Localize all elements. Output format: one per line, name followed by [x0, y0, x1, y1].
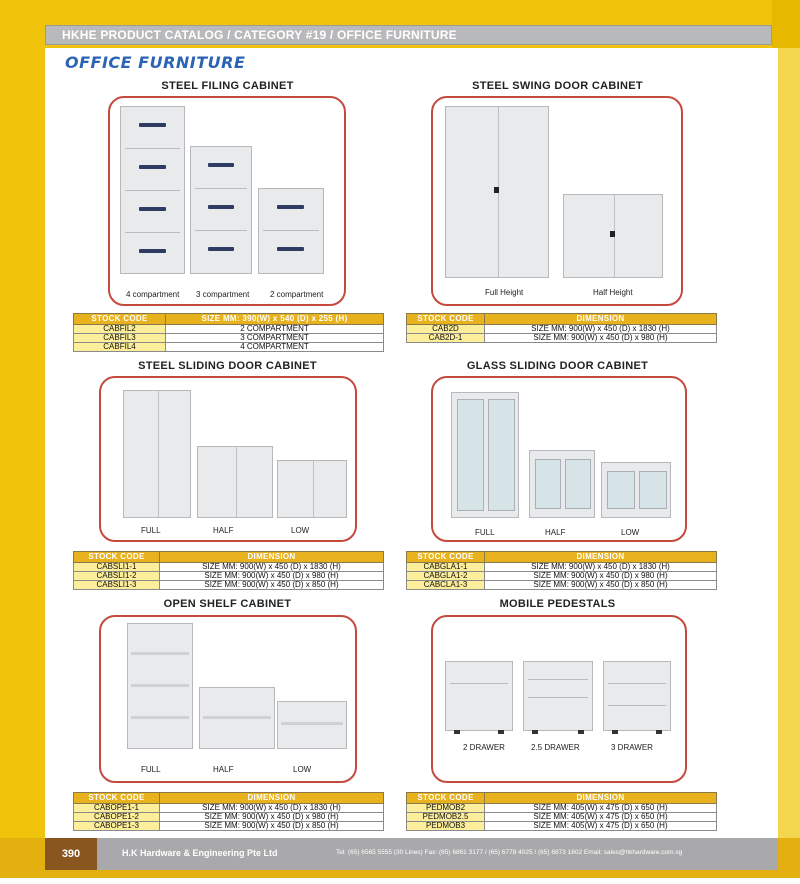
- stock-code: CABSLI1-1: [74, 563, 160, 572]
- dimension: SIZE MM: 900(W) x 450 (D) x 980 (H): [485, 572, 717, 581]
- catalog-header-title: HKHE PRODUCT CATALOG / CATEGORY #19 / OFFICE FURNITURE: [62, 28, 457, 42]
- table-row: [74, 822, 384, 831]
- pedestal-2-drawer: [445, 661, 513, 731]
- dimension: SIZE MM: 900(W) x 450 (D) x 980 (H): [160, 813, 384, 822]
- table-header: DIMENSION: [485, 314, 717, 325]
- section-title-steel-filing-cabinet: STEEL FILING CABINET: [161, 80, 294, 92]
- table-header: STOCK CODE: [407, 552, 485, 563]
- dimension: SIZE MM: 900(W) x 450 (D) x 980 (H): [485, 334, 717, 343]
- caption-half: HALF: [545, 528, 566, 537]
- glass-cabinet-half: [529, 450, 595, 518]
- table-header: DIMENSION: [160, 552, 384, 563]
- steel-filing-cabinet-image: [108, 96, 346, 306]
- filing-cabinet-2-compartment: [258, 188, 324, 274]
- dimension: SIZE MM: 900(W) x 450 (D) x 1830 (H): [485, 325, 717, 334]
- stock-code: CABFIL4: [74, 343, 166, 352]
- stock-code: CABCLA1-3: [407, 581, 485, 590]
- footer-company-name: H.K Hardware & Engineering Pte Ltd: [122, 848, 278, 858]
- sliding-door-cabinet-full: [123, 390, 191, 518]
- caption-half: HALF: [213, 765, 234, 774]
- stock-code: PEDMOB2.5: [407, 813, 485, 822]
- caption-3-drawer: 3 DRAWER: [611, 743, 653, 752]
- dimension: SIZE MM: 405(W) x 475 (D) x 650 (H): [485, 813, 717, 822]
- caption-full: FULL: [141, 526, 161, 535]
- dimension: SIZE MM: 900(W) x 450 (D) x 850 (H): [485, 581, 717, 590]
- top-right-block: [772, 0, 800, 48]
- caption-full: FULL: [475, 528, 495, 537]
- section-title-mobile-pedestals: MOBILE PEDESTALS: [499, 598, 616, 610]
- table-header: SIZE MM: 390(W) x 540 (D) x 255 (H): [166, 314, 384, 325]
- dimension: SIZE MM: 900(W) x 450 (D) x 980 (H): [160, 572, 384, 581]
- section-title-steel-swing-door-cabinet: STEEL SWING DOOR CABINET: [472, 80, 643, 92]
- stock-code: CABOPE1-1: [74, 804, 160, 813]
- caption-4-compartment: 4 compartment: [126, 290, 180, 299]
- table-row: [407, 822, 717, 831]
- open-shelf-cabinet-image: [99, 615, 357, 783]
- mobile-pedestals-table: [406, 792, 717, 831]
- dimension: SIZE MM: 900(W) x 450 (D) x 1830 (H): [485, 563, 717, 572]
- right-strip: [778, 48, 800, 838]
- stock-code: CABSLI1-3: [74, 581, 160, 590]
- open-shelf-full: [127, 623, 193, 749]
- dimension: SIZE MM: 900(W) x 450 (D) x 1830 (H): [160, 804, 384, 813]
- stock-code: CAB2D: [407, 325, 485, 334]
- steel-filing-cabinet-table: [73, 313, 384, 352]
- caption-full: FULL: [141, 765, 161, 774]
- table-header: DIMENSION: [485, 793, 717, 804]
- caption-2-drawer: 2 DRAWER: [463, 743, 505, 752]
- stock-code: CABOPE1-3: [74, 822, 160, 831]
- stock-code: CABFIL3: [74, 334, 166, 343]
- dimension: SIZE MM: 405(W) x 475 (D) x 650 (H): [485, 822, 717, 831]
- dimension: 3 COMPARTMENT: [166, 334, 384, 343]
- stock-code: CABOPE1-2: [74, 813, 160, 822]
- table-header: STOCK CODE: [407, 793, 485, 804]
- stock-code: CABGLA1-2: [407, 572, 485, 581]
- stock-code: PEDMOB2: [407, 804, 485, 813]
- table-row: [407, 581, 717, 590]
- open-shelf-half: [199, 687, 275, 749]
- table-header: STOCK CODE: [74, 314, 166, 325]
- steel-swing-door-cabinet-image: [431, 96, 683, 306]
- steel-swing-door-cabinet-table: [406, 313, 717, 343]
- caption-half-height: Half Height: [593, 288, 633, 297]
- caption-full-height: Full Height: [485, 288, 524, 297]
- dimension: SIZE MM: 405(W) x 475 (D) x 650 (H): [485, 804, 717, 813]
- table-header: STOCK CODE: [74, 552, 160, 563]
- dimension: 2 COMPARTMENT: [166, 325, 384, 334]
- section-title-steel-sliding-door-cabinet: STEEL SLIDING DOOR CABINET: [138, 360, 317, 372]
- table-row: [74, 581, 384, 590]
- caption-2-5-drawer: 2.5 DRAWER: [531, 743, 580, 752]
- caption-low: LOW: [621, 528, 640, 537]
- sliding-door-cabinet-low: [277, 460, 347, 518]
- table-row: [74, 343, 384, 352]
- swing-door-cabinet-half-height: [563, 194, 663, 278]
- table-header: STOCK CODE: [74, 793, 160, 804]
- open-shelf-low: [277, 701, 347, 749]
- glass-sliding-door-cabinet-image: [431, 376, 687, 542]
- stock-code: CABSLI1-2: [74, 572, 160, 581]
- caption-low: LOW: [291, 526, 310, 535]
- steel-sliding-door-cabinet-image: [99, 376, 357, 542]
- section-title-glass-sliding-door-cabinet: GLASS SLIDING DOOR CABINET: [466, 360, 649, 372]
- stock-code: PEDMOB3: [407, 822, 485, 831]
- pedestal-2-5-drawer: [523, 661, 593, 731]
- glass-cabinet-full: [451, 392, 519, 518]
- caption-half: HALF: [213, 526, 234, 535]
- table-header: STOCK CODE: [407, 314, 485, 325]
- table-header: DIMENSION: [485, 552, 717, 563]
- dimension: SIZE MM: 900(W) x 450 (D) x 1830 (H): [160, 563, 384, 572]
- stock-code: CABGLA1-1: [407, 563, 485, 572]
- left-strip: [0, 48, 45, 838]
- dimension: 4 COMPARTMENT: [166, 343, 384, 352]
- page-title: OFFICE FURNITURE: [65, 53, 246, 72]
- caption-low: LOW: [293, 765, 312, 774]
- glass-cabinet-low: [601, 462, 671, 518]
- mobile-pedestals-image: [431, 615, 687, 783]
- stock-code: CAB2D-1: [407, 334, 485, 343]
- open-shelf-cabinet-table: [73, 792, 384, 831]
- steel-sliding-door-cabinet-table: [73, 551, 384, 590]
- caption-3-compartment: 3 compartment: [196, 290, 250, 299]
- table-header: DIMENSION: [160, 793, 384, 804]
- filing-cabinet-4-compartment: [120, 106, 185, 274]
- swing-door-cabinet-full-height: [445, 106, 549, 278]
- dimension: SIZE MM: 900(W) x 450 (D) x 850 (H): [160, 581, 384, 590]
- filing-cabinet-3-compartment: [190, 146, 252, 274]
- caption-2-compartment: 2 compartment: [270, 290, 324, 299]
- dimension: SIZE MM: 900(W) x 450 (D) x 850 (H): [160, 822, 384, 831]
- glass-sliding-door-cabinet-table: [406, 551, 717, 590]
- pedestal-3-drawer: [603, 661, 671, 731]
- table-row: [407, 334, 717, 343]
- section-title-open-shelf-cabinet: OPEN SHELF CABINET: [163, 598, 292, 610]
- footer-contact-info: Tel: (65) 6565 5555 (30 Lines) Fax: (65) 6861 3177 / (65) 6778 4025 / (65) 6873 1602 Email: sales@hkhardware.com.sg: [336, 849, 683, 856]
- sliding-door-cabinet-half: [197, 446, 273, 518]
- page-number: 390: [45, 838, 97, 870]
- stock-code: CABFIL2: [74, 325, 166, 334]
